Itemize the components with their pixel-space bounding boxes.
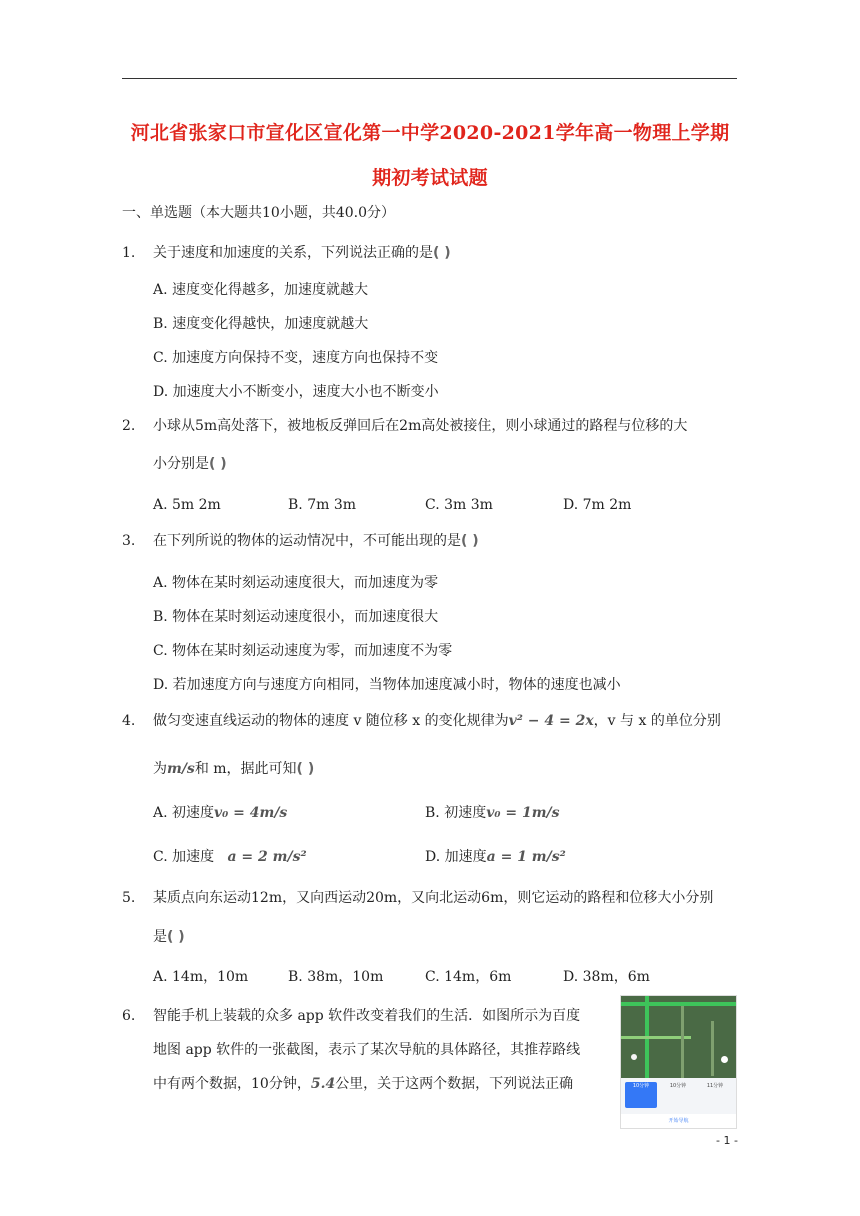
route-tab-3: 11分钟 <box>706 1083 724 1089</box>
route-options-panel <box>621 1078 736 1114</box>
q6-line1: 智能手机上装载的众多 app 软件改变着我们的生活．如图所示为百度 <box>153 1008 581 1024</box>
q1-stem: 关于速度和加速度的关系，下列说法正确的是( ) <box>153 245 451 261</box>
q3-stem: 在下列所说的物体的运动情况中，不可能出现的是( ) <box>153 533 479 549</box>
q2-option-b: B. 7m 3m <box>288 497 357 513</box>
q5-stem-cont: 是( ) <box>153 929 185 945</box>
q2-option-c: C. 3m 3m <box>425 497 493 513</box>
q2-stem: 小球从5m高处落下，被地板反弹回后在2m高处被接住，则小球通过的路程与位移的大 <box>153 418 688 434</box>
q4-option-d: D. 加速度a = 1 m/s² <box>425 849 566 865</box>
q5-option-d: D. 38m，6m <box>563 969 650 985</box>
page-number: - 1 - <box>716 1134 738 1147</box>
q2-number: 2. <box>122 418 136 434</box>
q4-formula: v² − 4 = 2x <box>508 713 594 729</box>
q6-line3: 中有两个数据，10分钟，5.4公里，关于这两个数据，下列说法正确 <box>153 1076 574 1092</box>
q2-option-d: D. 7m 2m <box>563 497 632 513</box>
q4-option-a: A. 初速度v₀ = 4m/s <box>153 805 288 821</box>
section-heading: 一、单选题（本大题共10小题，共40.0分） <box>122 205 395 221</box>
q4-option-b: B. 初速度v₀ = 1m/s <box>425 805 560 821</box>
q6-distance-value: 5.4 <box>310 1076 336 1092</box>
q1-option-a: A. 速度变化得越多，加速度就越大 <box>153 282 369 298</box>
q3-option-b: B. 物体在某时刻运动速度很小，而加速度很大 <box>153 609 439 625</box>
header-rule <box>122 78 737 79</box>
answer-paren: ( ) <box>209 456 227 472</box>
q5-stem: 某质点向东运动12m，又向西运动20m，又向北运动6m，则它运动的路程和位移大小分别 <box>153 890 714 906</box>
map-screenshot-image <box>620 995 737 1129</box>
q6-line2: 地图 app 软件的一张截图，表示了某次导航的具体路径，其推荐路线 <box>153 1042 581 1058</box>
q4-stem-cont: 为m/s和 m，据此可知( ) <box>153 761 315 777</box>
q3-option-c: C. 物体在某时刻运动速度为零，而加速度不为零 <box>153 643 453 659</box>
q1-option-d: D. 加速度大小不断变小，速度大小也不断变小 <box>153 384 439 400</box>
answer-paren: ( ) <box>167 929 185 945</box>
q1-option-c: C. 加速度方向保持不变，速度方向也保持不变 <box>153 350 439 366</box>
q1-option-b: B. 速度变化得越快，加速度就越大 <box>153 316 369 332</box>
q5-option-b: B. 38m，10m <box>288 969 384 985</box>
q4-option-c: C. 加速度 a = 2 m/s² <box>153 849 307 865</box>
route-tab-1: 10分钟 <box>625 1082 657 1108</box>
route-tab-2: 10分钟 <box>669 1083 687 1089</box>
q6-number: 6. <box>122 1008 136 1024</box>
doc-title-line1: 河北省张家口市宣化区宣化第一中学2020-2021学年高一物理上学期 <box>130 122 730 144</box>
answer-paren: ( ) <box>461 533 479 549</box>
map-control-icon <box>721 1056 728 1063</box>
q4-unit: m/s <box>167 761 195 777</box>
answer-paren: ( ) <box>433 245 451 261</box>
q3-option-d: D. 若加速度方向与速度方向相同，当物体加速度减小时，物体的速度也减小 <box>153 677 621 693</box>
q4-number: 4. <box>122 713 136 729</box>
q3-option-a: A. 物体在某时刻运动速度很大，而加速度为零 <box>153 575 439 591</box>
q2-stem-cont: 小分别是( ) <box>153 456 227 472</box>
q3-number: 3. <box>122 533 136 549</box>
q2-option-a: A. 5m 2m <box>153 497 221 513</box>
q5-option-c: C. 14m，6m <box>425 969 512 985</box>
q5-number: 5. <box>122 890 136 906</box>
q5-option-a: A. 14m，10m <box>153 969 249 985</box>
start-navigation-button: 开始导航 <box>621 1114 736 1128</box>
doc-title-line2: 期初考试试题 <box>372 167 488 189</box>
q4-stem: 做匀变速直线运动的物体的速度 v 随位移 x 的变化规律为v² − 4 = 2x，v 与 x 的单位分别 <box>153 713 721 729</box>
map-marker-icon <box>631 1054 637 1060</box>
answer-paren: ( ) <box>296 761 315 777</box>
q1-number: 1. <box>122 245 136 261</box>
